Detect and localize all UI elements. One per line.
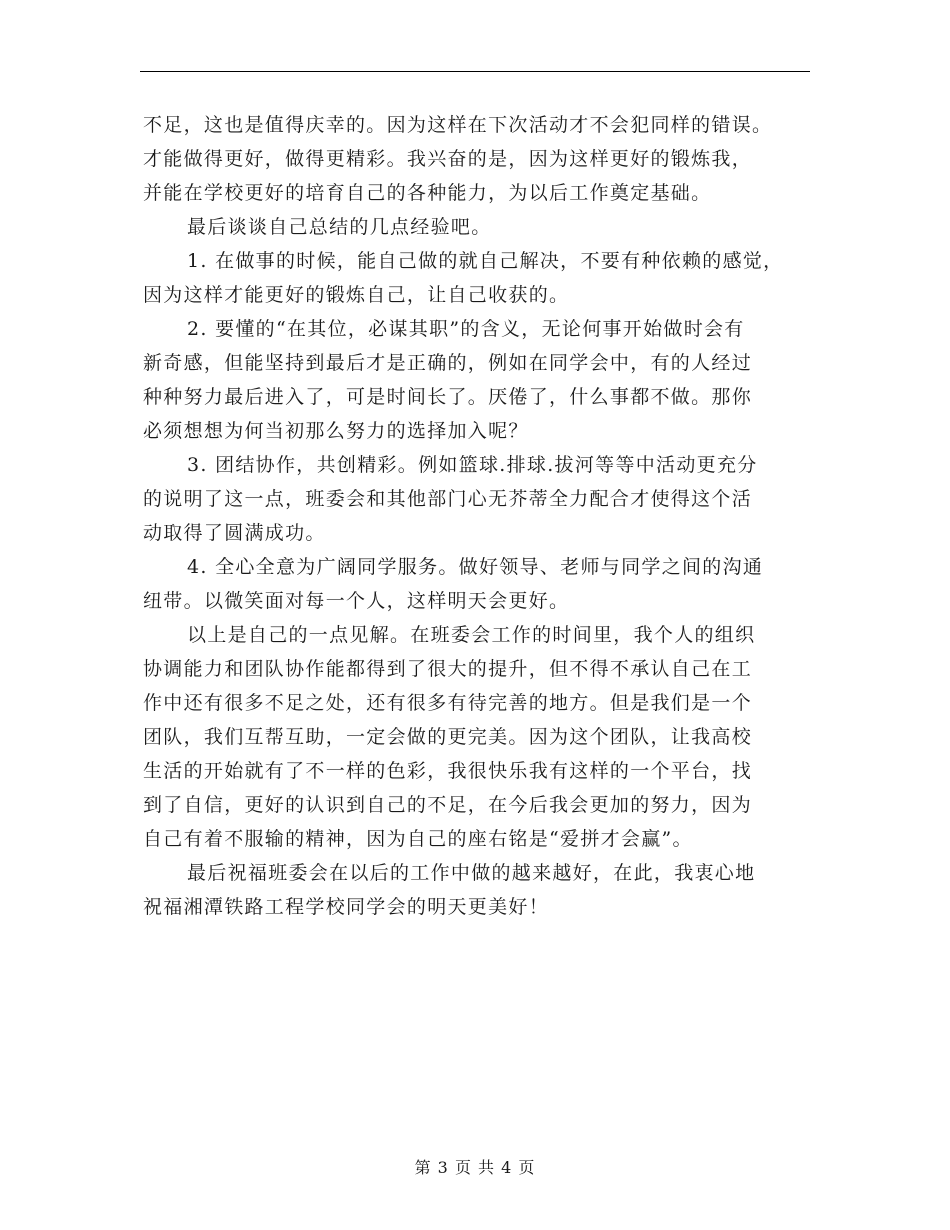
text-line: 最后祝福班委会在以后的工作中做的越来越好，在此，我衷心地 [187,862,756,884]
text-line: 动取得了圆满成功。 [143,522,326,544]
document-body [143,108,833,924]
text-line: 1. 在做事的时候，能自己做的就自己解决，不要有种依赖的感觉， [187,250,784,272]
text-line: 新奇感，但能坚持到最后才是正确的，例如在同学会中，有的人经过 [143,352,753,374]
text-line: 到了自信，更好的认识到自己的不足，在今后我会更加的努力，因为 [143,794,753,816]
text-line: 生活的开始就有了不一样的色彩，我很快乐我有这样的一个平台，找 [143,760,753,782]
header-rule [140,71,810,72]
text-line: 因为这样才能更好的锻炼自己，让自己收获的。 [143,284,570,306]
text-line: 3. 团结协作，共创精彩。例如篮球.排球.拔河等等中活动更充分 [187,454,758,476]
text-line: 最后谈谈自己总结的几点经验吧。 [187,216,492,238]
text-line: 种种努力最后进入了，可是时间长了。厌倦了，什么事都不做。那你 [143,386,753,408]
text-line: 协调能力和团队协作能都得到了很大的提升，但不得不承认自己在工 [143,658,753,680]
text-line: 作中还有很多不足之处，还有很多有待完善的地方。但是我们是一个 [143,692,753,714]
text-line: 不足，这也是值得庆幸的。因为这样在下次活动才不会犯同样的错误。 [143,114,773,136]
text-line: 团队，我们互帮互助，一定会做的更完美。因为这个团队，让我高校 [143,726,753,748]
text-line: 才能做得更好，做得更精彩。我兴奋的是，因为这样更好的锻炼我， [143,148,753,170]
text-line: 并能在学校更好的培育自己的各种能力，为以后工作奠定基础。 [143,182,712,204]
page-number-footer: 第 3 页 共 4 页 [414,1158,536,1177]
text-line: 以上是自己的一点见解。在班委会工作的时间里，我个人的组织 [187,624,756,646]
text-line: 祝福湘潭铁路工程学校同学会的明天更美好！ [143,896,550,918]
text-line: 2. 要懂的“在其位，必谋其职”的含义，无论何事开始做时会有 [187,318,745,340]
text-line: 必须想想为何当初那么努力的选择加入呢？ [143,420,529,442]
text-line: 纽带。以微笑面对每一个人，这样明天会更好。 [143,590,570,612]
text-line: 4. 全心全意为广阔同学服务。做好领导、老师与同学之间的沟通 [187,556,764,578]
text-line: 的说明了这一点，班委会和其他部门心无芥蒂全力配合才使得这个活 [143,488,753,510]
text-line: 自己有着不服输的精神，因为自己的座右铭是“爱拼才会赢”。 [143,828,693,850]
